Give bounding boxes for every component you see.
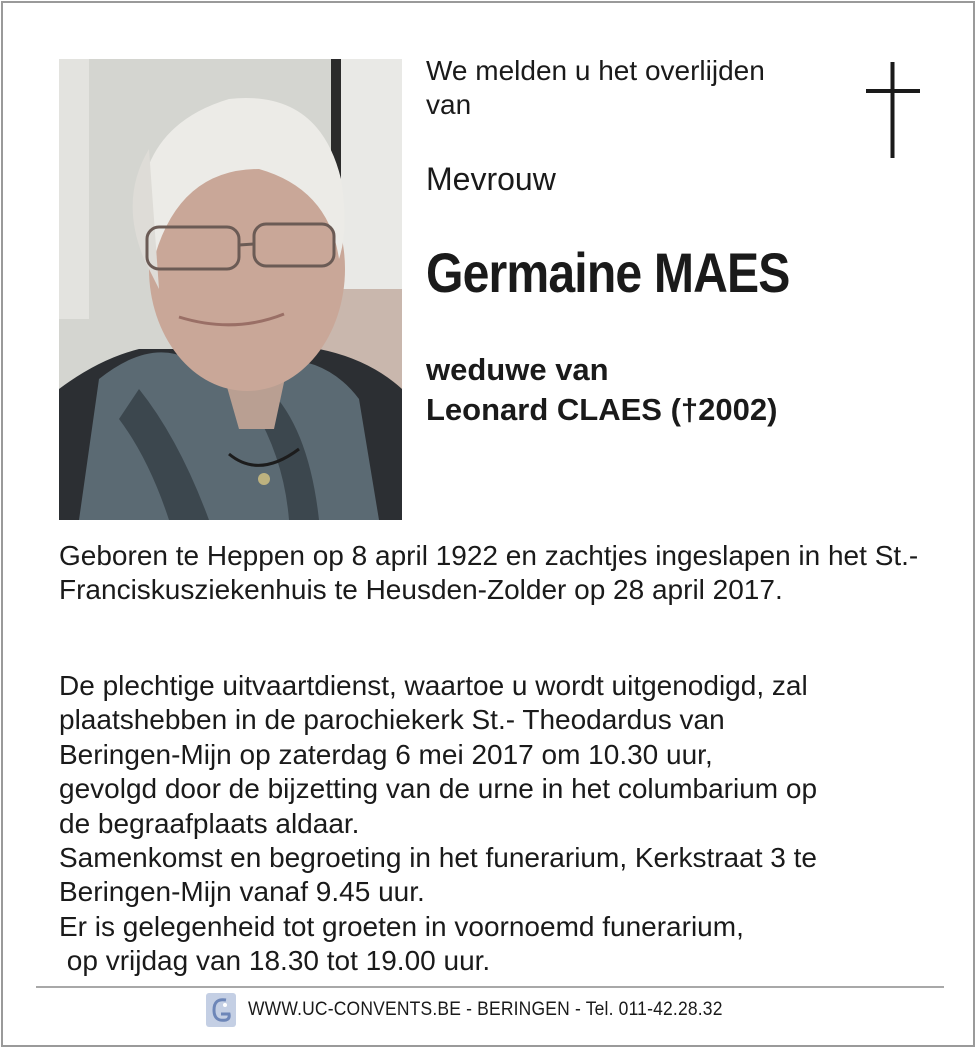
service-line: gevolgd door de bijzetting van de urne in het columbarium op [59, 773, 818, 805]
service-line: Beringen-Mijn op zaterdag 6 mei 2017 om 10.30 uur, [59, 738, 713, 770]
service-line: de begraafplaats aldaar. [59, 807, 360, 839]
service-line: plaatshebben in de parochiekerk St.- Theodardus van [59, 704, 725, 736]
footer-contact: WWW.UC-CONVENTS.BE - BERINGEN - Tel. 011-42.28.32 [248, 999, 723, 1020]
spouse-info [426, 350, 777, 430]
service-paragraph [59, 669, 959, 979]
service-line: De plechtige uitvaartdienst, waartoe u wordt uitgenodigd, zal [59, 670, 808, 701]
service-line: op vrijdag van 18.30 tot 19.00 uur. [59, 945, 491, 977]
spouse-line-1: weduwe van [426, 352, 609, 387]
service-line: Er is gelegenheid tot groeten in voornoemd funerarium, [59, 910, 744, 942]
deceased-name: Germaine MAES [426, 241, 790, 304]
service-line: Samenkomst en begroeting in het funerarium, Kerkstraat 3 te [59, 842, 817, 874]
funeral-home-logo-icon [206, 993, 236, 1027]
footer [206, 992, 764, 1028]
portrait-photo [59, 59, 402, 520]
footer-divider [36, 986, 944, 988]
intro-line-1: We melden u het overlijden [426, 55, 765, 86]
birth-paragraph: Geboren te Heppen op 8 april 1922 en zachtjes ingeslapen in het St.-Franciskusziekenhuis te Heusden-Zolder op 28 april 2017. [59, 540, 919, 606]
intro-line-2: van [426, 89, 472, 120]
service-line: Beringen-Mijn vanaf 9.45 uur. [59, 876, 425, 908]
spouse-line-2: Leonard CLAES (†2002) [426, 392, 778, 427]
intro-text [426, 54, 846, 122]
latin-cross-icon [864, 62, 922, 158]
honorific: Mevrouw [426, 161, 556, 197]
